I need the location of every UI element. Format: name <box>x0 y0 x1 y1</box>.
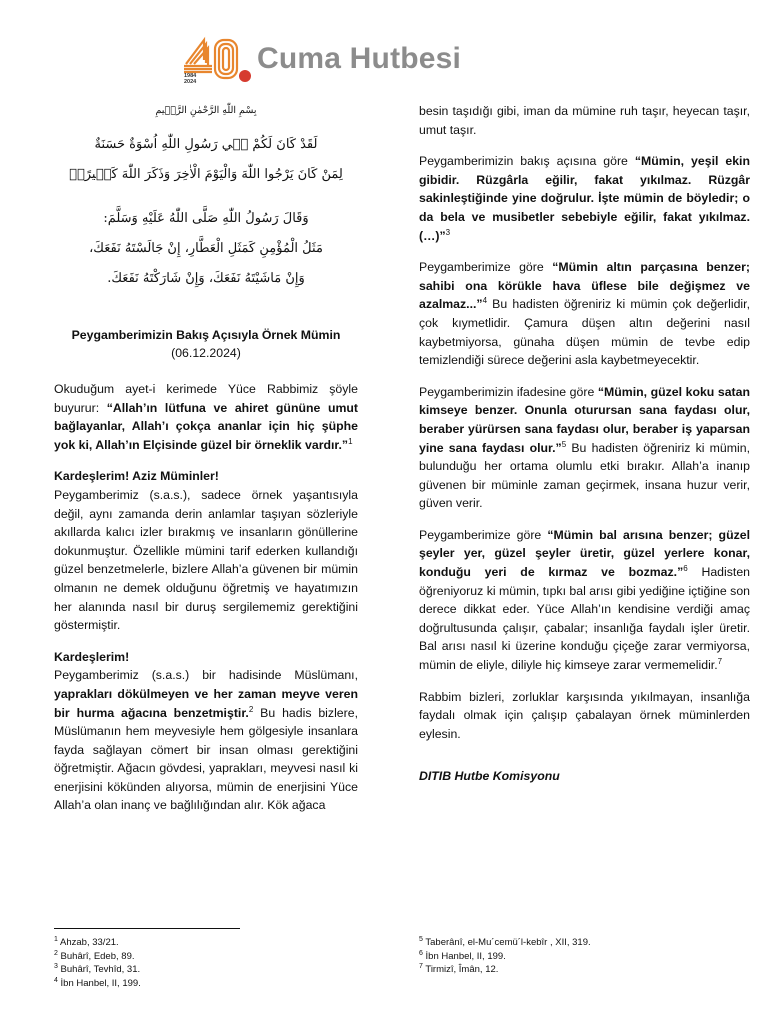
signature: DITIB Hutbe Komisyonu <box>419 769 560 784</box>
footnotes-left <box>54 936 141 990</box>
paragraph <box>54 380 358 454</box>
section-heading: Kardeşlerim! <box>54 649 130 664</box>
left-column <box>54 102 358 828</box>
footnote <box>54 950 141 964</box>
right-column <box>419 102 750 786</box>
footnote-text: Tirmizî, Îmân, 12. <box>422 964 499 975</box>
footnote-ref: 3 <box>445 227 451 237</box>
hadith-quote: “Mümin, güzel koku satan kimseye benzer. Onunla oturursan sana faydası olur, beraber yürürsen sana faydası olur, beraber iş yaparsan yine sana faydası olur.” <box>419 384 750 455</box>
paragraph-text: Hadisten öğreniyoruz ki mümin, tıpkı bal arısı gibi yediğine içtiğine son derece dikkat eder. Yüce Allah’ın kendisine verdiği amaç doğrultusunda çalışır, çabalar; insanlığa faydalı işler üretir. Bal arısı nasıl ki üzerine konduğu çiçeğe zarar vermiyorsa, mümin de eliyle, diliyle hiç kimseye zarar vermemelidir. <box>419 565 750 673</box>
logo-years-top: 1984 <box>184 73 197 79</box>
arabic-verse-line-2: لِمَنْ كَانَ يَرْجُوا اللّٰهَ وَالْيَوْمَ الْاٰخِرَ وَذَكَرَ اللّٰهَ كَث۪يرًاۜ <box>69 167 343 182</box>
paragraph-text: Bu hadisten öğreniriz ki mümin, bulunduğu her ortama olumlu etki bırakır. Allah’a inanıp güvenen bir müminle zaman geçirmek, insana huzur verir, güven verir. <box>419 440 750 511</box>
paragraph-text: Peygamberimize göre <box>419 527 548 542</box>
footnote-ref: 2 <box>248 704 254 714</box>
paragraph <box>419 688 750 744</box>
paragraph-text: Peygamberimize göre <box>419 260 553 275</box>
logo-years-bottom: 2024 <box>184 79 197 84</box>
paragraph <box>419 383 750 513</box>
footnote-text: Buhârî, Tevhîd, 31. <box>57 964 141 975</box>
footnote-number: 6 <box>419 949 423 957</box>
ditib-40-years-logo <box>182 36 254 84</box>
verse-quote: “Allah’ın lütfuna ve ahiret gününe umut bağlayanlar, Allah’ı çokça ananlar için hiç şüphe yok ki, Allah’ın Elçisinde güzel bir örneklik vardır.” <box>54 400 358 452</box>
arabic-hadith-line-3: وَإِنْ مَاشَيْتَهُ نَفَعَكَ، وَإِنْ شَارَكْتَهُ نَفَعَكَ. <box>107 271 305 286</box>
footnote-text: Ahzab, 33/21. <box>57 937 119 948</box>
footnote <box>54 936 141 950</box>
basmala: بِسْمِ اللّٰهِ الرَّحْمٰنِ الرَّح۪يمِ <box>155 105 257 116</box>
arabic-hadith-line-2: مَثَلُ الْمُؤْمِنِ كَمَثَلِ الْعَطَّارِ، إِنْ جَالَسْتَهُ نَفَعَكَ، <box>89 241 323 256</box>
paragraph-text: Bu hadisten öğreniriz ki mümin çok değerlidir, çok kıymetlidir. Çamura düşen altın değerini nasıl kaybetmiyorsa, günaha düşen mümin de tevbe edip temizlendiği sürece değerini asla kaybetmeyecektir. <box>419 297 750 368</box>
paragraph-text: Peygamberimiz (s.a.s.), sadece örnek yaşantısıyla değil, aynı zamanda derin anlamlar taşıyan sözleriyle akıllarda kalıcı izler bırakmış ve insanların gönüllerine dokunmuştur. Özellikle mümini tarif ederken kullandığı güzel benzetmelerle, bizlere Allah’a güvenen bir mümin olmanın ne demek olduğunu öğretmiş ve hayatımızın her alanında nasıl bir duruş sergilememiz gerektiğini göstermiştir. <box>54 487 358 633</box>
footnote-number: 3 <box>54 962 58 970</box>
sermon-date: (06.12.2024) <box>171 346 241 360</box>
paragraph <box>419 258 750 370</box>
paragraph <box>54 467 358 634</box>
footnote-divider <box>54 928 240 929</box>
footnote-text: İbn Hanbel, II, 199. <box>57 977 141 989</box>
footnote-number: 4 <box>54 976 58 984</box>
footnote-ref: 1 <box>348 436 353 446</box>
arabic-hadith-line-1: وَقَالَ رَسُولُ اللّٰهِ صَلَّى اللّٰهُ عَلَيْهِ وَسَلَّمَ: <box>103 211 309 226</box>
section-heading: Kardeşlerim! Aziz Müminler! <box>54 469 219 484</box>
paragraph-text: Bu hadis bizlere, Müslümanın hem meyvesiyle hem gölgesiyle insanlara fayda sağlayan cömert bir insan olması gerektiğini öğretmiştir. Ağacın gövdesi, yaprakları, meyvesi nasıl ki enerjisini kökünden alıyorsa, mümin de enerjisini Yüce Allah’a olan inanç ve bağlılığından alır. Kök ağaca <box>54 705 358 813</box>
footnote-ref: 7 <box>717 656 723 666</box>
footnote-text: İbn Hanbel, II, 199. <box>422 950 506 962</box>
paragraph-text: Peygamberimizin ifadesine göre <box>419 384 598 399</box>
footnote-number: 7 <box>419 962 423 970</box>
paragraph <box>419 526 750 675</box>
footnote <box>419 963 591 977</box>
footnote-text: Buhârî, Edeb, 89. <box>57 950 135 962</box>
paragraph-text: Peygamberimiz (s.a.s.) bir hadisinde Müslümanı, <box>54 668 358 683</box>
paragraph-text: Okuduğum ayet-i kerimede Yüce Rabbimiz şöyle buyurur: <box>54 382 358 415</box>
paragraph-text: Rabbim bizleri, zorluklar karşısında yıkılmayan, insanlığa faydalı olmak için çalışıp çabalayan örnek müminlerden eylesin. <box>419 689 750 741</box>
footnote-number: 2 <box>54 949 58 957</box>
paragraph <box>419 102 750 139</box>
footnote-text: Taberânî, el-Mu´cemü´l-kebîr , XII, 319. <box>422 937 591 948</box>
footnote-ref: 4 <box>482 296 488 306</box>
brand-title: Cuma Hutbesi <box>257 42 462 75</box>
page-header <box>182 36 482 86</box>
footnote-number: 5 <box>419 935 423 943</box>
footnote <box>54 977 141 991</box>
hadith-quote: “Mümin, yeşil ekin gibidir. Rüzgârla eğilir, fakat yıkılmaz. Rüzgâr sakinleştiğinde yine doğrulur. İşte mümin de böyledir; o da bela ve musibetler sebebiyle eğilir, fakat yıkılmaz. (…)” <box>419 154 750 243</box>
hadith-quote: “Mümin bal arısına benzer; güzel şeyler yer, güzel şeyler üretir, güzel yerlere konar, konduğu yeri de kırmaz ve bozmaz.” <box>419 527 750 580</box>
footnote-ref: 5 <box>561 439 567 449</box>
sermon-title: Peygamberimizin Bakış Açısıyla Örnek Mümin <box>71 328 341 342</box>
paragraph <box>54 648 358 815</box>
hadith-quote: “Mümin altın parçasına benzer; sahibi ona körükle hava üflese bile değişmez ve azalmaz...” <box>419 260 750 312</box>
hadith-quote: yaprakları dökülmeyen ve her zaman meyve veren bir hurma ağacına benzetmiştir. <box>54 686 358 720</box>
footnotes-right <box>419 936 591 977</box>
footnote <box>54 963 141 977</box>
paragraph-text: besin taşıdığı gibi, iman da mümine ruh taşır, heyecan taşır, umut taşır. <box>419 104 750 137</box>
footnote-number: 1 <box>54 935 58 943</box>
paragraph <box>419 152 750 245</box>
footnote <box>419 936 591 950</box>
paragraph-text: Peygamberimizin bakış açısına göre <box>419 154 635 169</box>
arabic-verse-line-1: لَقَدْ كَانَ لَكُمْ ف۪ي رَسُولِ اللّٰهِ اُسْوَةٌ حَسَنَةٌ <box>94 137 318 152</box>
footnote <box>419 950 591 964</box>
footnote-ref: 6 <box>683 563 688 573</box>
